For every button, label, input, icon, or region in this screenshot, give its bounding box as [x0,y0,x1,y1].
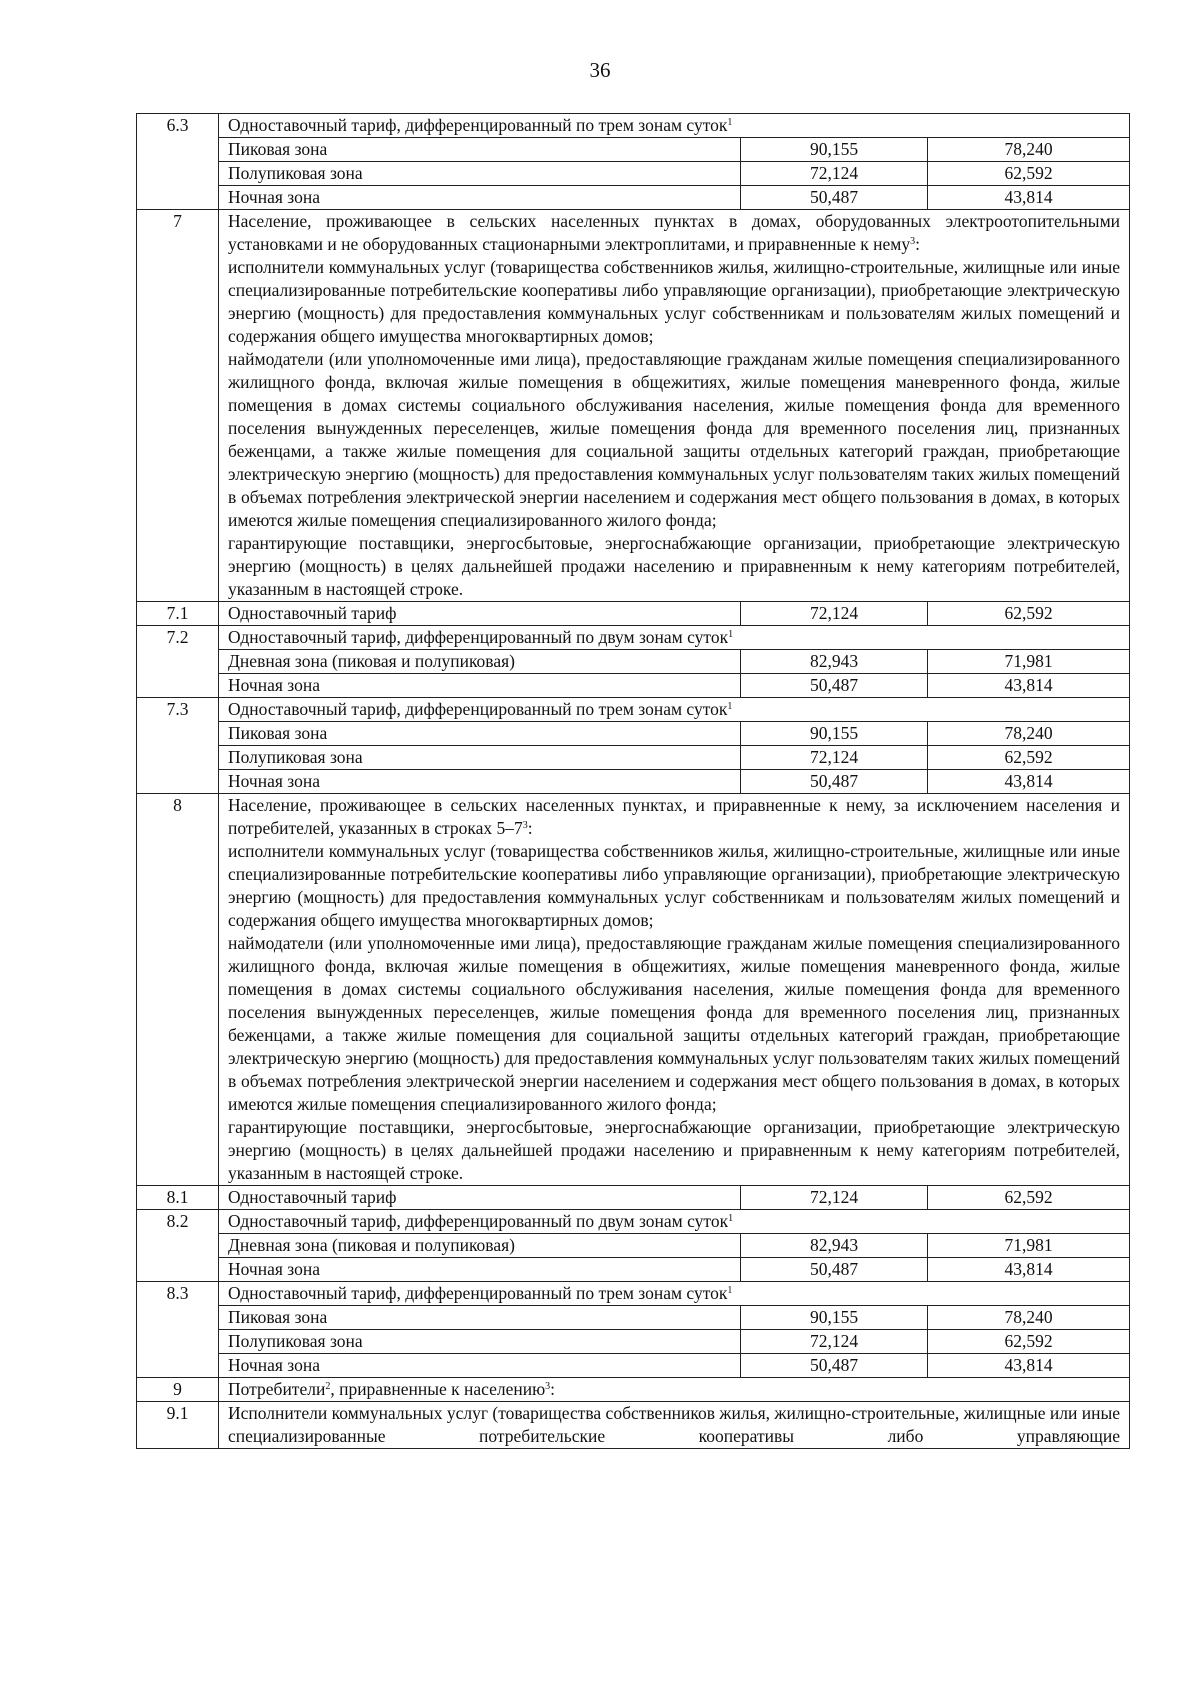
tariff-value: 50,487 [741,674,928,698]
table-row [137,1186,1130,1210]
row-label: Одноставочный тариф [219,1186,741,1210]
tariff-value: 72,124 [741,1186,928,1210]
tariff-value: 43,814 [928,674,1130,698]
tariff-value: 90,155 [741,722,928,746]
table-row [137,1234,1130,1258]
row-number: 8.2 [137,1210,219,1234]
tariff-value: 43,814 [928,1354,1130,1378]
tariff-value: 78,240 [928,722,1130,746]
tariff-value: 82,943 [741,650,928,674]
row-label: Пиковая зона [219,1306,741,1330]
tariff-value: 62,592 [928,602,1130,626]
row-description: Исполнители коммунальных услуг (товарищества собственников жилья, жилищно-строительные, жилищные или иные специализированные потребительские кооперативы либо управляющие [219,1402,1130,1449]
row-label: Дневная зона (пиковая и полупиковая) [219,1234,741,1258]
row-label: Полупиковая зона [219,746,741,770]
table-row [137,186,1130,210]
table-row [137,746,1130,770]
row-number: 9 [137,1378,219,1402]
row-label: Одноставочный тариф, дифференцированный по трем зонам суток$^1$ [219,1282,1130,1306]
table-row [137,722,1130,746]
tariff-value: 90,155 [741,1306,928,1330]
tariff-value: 62,592 [928,746,1130,770]
row-number: 7.3 [137,698,219,722]
table-row [137,1354,1130,1378]
tariff-value: 62,592 [928,1186,1130,1210]
table-row [137,1210,1130,1234]
row-label: Одноставочный тариф, дифференцированный по двум зонам суток$^1$ [219,626,1130,650]
row-number: 7 [137,210,219,602]
row-number: 6.3 [137,114,219,138]
tariff-value: 43,814 [928,770,1130,794]
row-number: 9.1 [137,1402,219,1449]
tariff-value: 72,124 [741,746,928,770]
tariff-value: 71,981 [928,650,1130,674]
table-row [137,114,1130,138]
row-label: Одноставочный тариф, дифференцированный по трем зонам суток$^1$ [219,114,1130,138]
table-row [137,770,1130,794]
row-label: Пиковая зона [219,138,741,162]
tariff-value: 71,981 [928,1234,1130,1258]
tariff-value: 50,487 [741,186,928,210]
row-label: Дневная зона (пиковая и полупиковая) [219,650,741,674]
row-label: Ночная зона [219,674,741,698]
table-row [137,1378,1130,1402]
tariff-table [136,113,1130,1449]
row-number: 8.1 [137,1186,219,1210]
table-row [137,1282,1130,1306]
table-row [137,210,1130,602]
table-row [137,1306,1130,1330]
tariff-value: 82,943 [741,1234,928,1258]
tariff-value: 50,487 [741,1258,928,1282]
tariff-value: 72,124 [741,602,928,626]
row-label: Ночная зона [219,770,741,794]
row-label: Потребители$^2$, приравненные к населению$^3$: [219,1378,1130,1402]
row-number: 8 [137,794,219,1186]
row-label: Полупиковая зона [219,1330,741,1354]
table-row [137,1402,1130,1449]
row-label: Ночная зона [219,1354,741,1378]
row-number: 8.3 [137,1282,219,1306]
page-number: 36 [589,58,611,82]
table-row [137,674,1130,698]
table-row [137,698,1130,722]
table-row [137,162,1130,186]
tariff-value: 62,592 [928,1330,1130,1354]
row-label: Ночная зона [219,186,741,210]
tariff-value: 43,814 [928,1258,1130,1282]
tariff-value: 78,240 [928,138,1130,162]
row-label: Ночная зона [219,1258,741,1282]
table-row [137,602,1130,626]
row-label: Одноставочный тариф [219,602,741,626]
tariff-value: 90,155 [741,138,928,162]
row-label: Пиковая зона [219,722,741,746]
row-description: Население, проживающее в сельских населенных пунктах в домах, оборудованных электроотопительными установками и не оборудованных стационарными электроплитами, и приравненные к нему$^3$: исполнители коммунальных услуг (товарищества собственников жилья, жилищно-строительные, жилищные или иные специализированные потребительские кооперативы либо управляющие организации), приобретающие электрическую энергию (мощность) для предоставления коммунальных услуг собственникам и пользователям жилых помещений и содержания общего имущества многоквартирных домов; наймодатели (или уполномоченные ими лица), предоставляющие гражданам жилые помещения специализированного жилищного фонда, включая жилые помещения в общежитиях, жилые помещения маневренного фонда, жилые помещения в домах системы социального обслуживания населения, жилые помещения фонда для временного поселения вынужденных переселенцев, жилые помещения фонда для временного поселения лиц, признанных беженцами, а также жилые помещения для социальной защиты отдельных категорий граждан, приобретающие электрическую энергию (мощность) для предоставления коммунальных услуг пользователям таких жилых помещений в объемах потребления электрической энергии населением и содержания мест общего пользования в домах, в которых имеются жилые помещения специализированного жилого фонда; гарантирующие поставщики, энергосбытовые, энергоснабжающие организации, приобретающие электрическую энергию (мощность) в целях дальнейшей продажи населению и приравненным к нему категориям потребителей, указанным в настоящей строке. [219,210,1130,602]
table-row [137,626,1130,650]
row-label: Одноставочный тариф, дифференцированный по двум зонам суток$^1$ [219,1210,1130,1234]
tariff-value: 62,592 [928,162,1130,186]
tariff-value: 78,240 [928,1306,1130,1330]
table-row [137,650,1130,674]
table-row [137,1258,1130,1282]
tariff-value: 50,487 [741,1354,928,1378]
tariff-value: 72,124 [741,1330,928,1354]
table-row [137,138,1130,162]
row-label: Одноставочный тариф, дифференцированный по трем зонам суток$^1$ [219,698,1130,722]
tariff-value: 43,814 [928,186,1130,210]
table-row [137,1330,1130,1354]
row-number: 7.2 [137,626,219,650]
table-row [137,794,1130,1186]
tariff-value: 72,124 [741,162,928,186]
row-description: Население, проживающее в сельских населенных пунктах, и приравненные к нему, за исключением населения и потребителей, указанных в строках $5-7^3$: исполнители коммунальных услуг (товарищества собственников жилья, жилищно-строительные, жилищные или иные специализированные потребительские кооперативы либо управляющие организации), приобретающие электрическую энергию (мощность) для предоставления коммунальных услуг собственникам и пользователям жилых помещений и содержания общего имущества многоквартирных домов; наймодатели (или уполномоченные ими лица), предоставляющие гражданам жилые помещения специализированного жилищного фонда, включая жилые помещения в общежитиях, жилые помещения маневренного фонда, жилые помещения в домах системы социального обслуживания населения, жилые помещения фонда для временного поселения вынужденных переселенцев, жилые помещения фонда для временного поселения лиц, признанных беженцами, а также жилые помещения для социальной защиты отдельных категорий граждан, приобретающие электрическую энергию (мощность) для предоставления коммунальных услуг пользователям таких жилых помещений в объемах потребления электрической энергии населением и содержания мест общего пользования в домах, в которых имеются жилые помещения специализированного жилого фонда; гарантирующие поставщики, энергосбытовые, энергоснабжающие организации, приобретающие электрическую энергию (мощность) в целях дальнейшей продажи населению и приравненным к нему категориям потребителей, указанным в настоящей строке. [219,794,1130,1186]
row-label: Полупиковая зона [219,162,741,186]
row-number: 7.1 [137,602,219,626]
tariff-value: 50,487 [741,770,928,794]
